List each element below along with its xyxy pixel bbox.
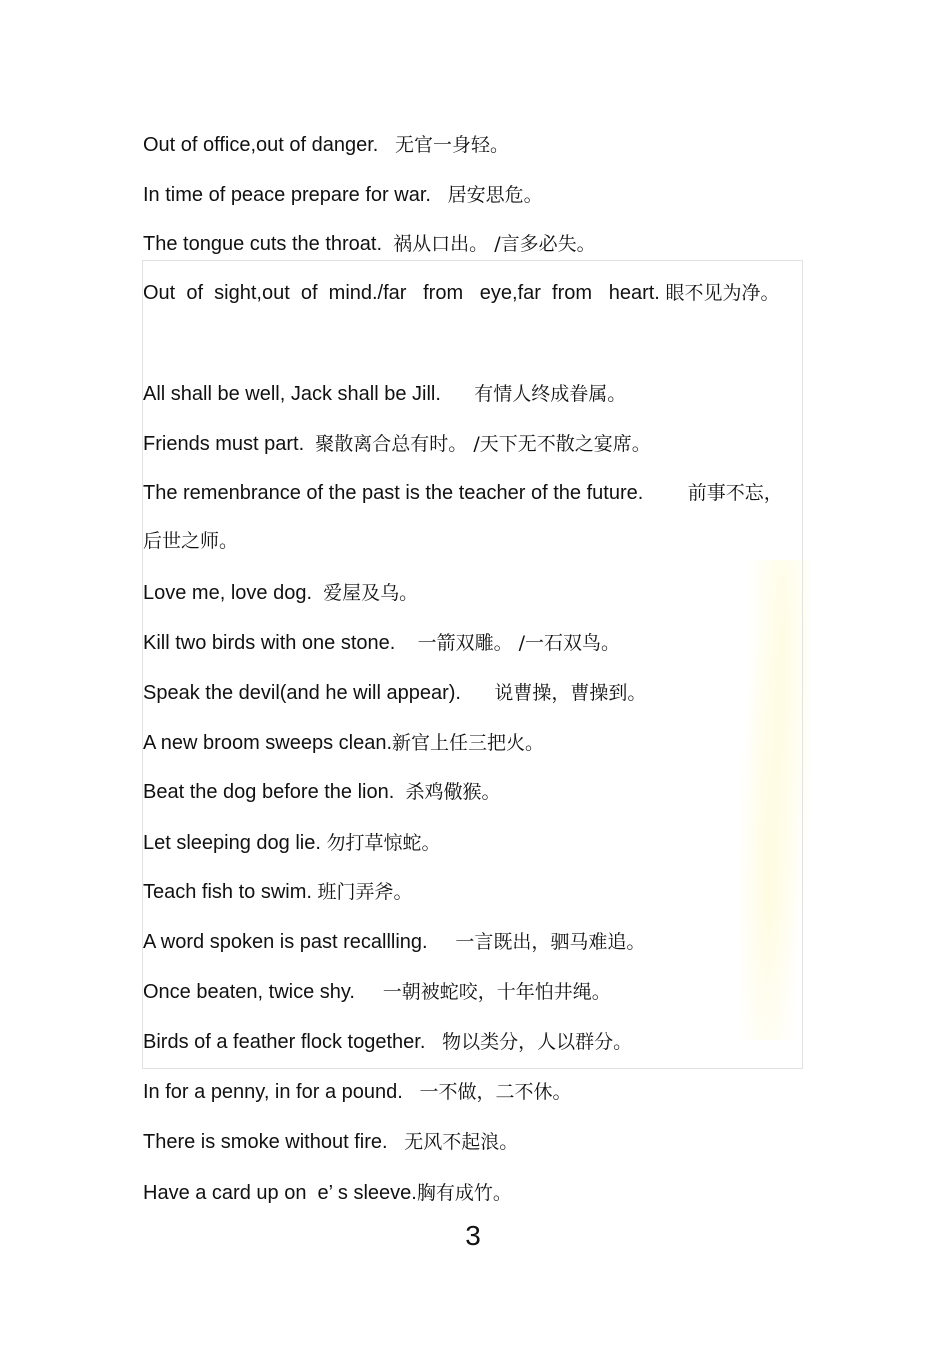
- separator: [378, 134, 395, 156]
- chinese-text: 物以类分，人以群分。: [442, 1031, 633, 1053]
- separator: [388, 1131, 405, 1153]
- chinese-text: 无官一身轻。: [395, 134, 510, 156]
- proverb-line: [143, 269, 801, 317]
- page-number: 3: [465, 1220, 481, 1251]
- proverb-line: [143, 1180, 512, 1206]
- chinese-text: 说曹操，曹操到。: [494, 682, 647, 704]
- proverb-line: [143, 630, 620, 656]
- separator: [394, 781, 405, 803]
- proverb-line: [143, 730, 544, 756]
- proverb-line: [143, 381, 626, 407]
- chinese-text: 勿打草惊蛇。: [326, 832, 441, 854]
- chinese-text: 眼不见为净。: [665, 282, 780, 304]
- proverb-line: [143, 979, 611, 1005]
- english-text: Out of office,out of danger.: [143, 134, 379, 156]
- english-text: Teach fish to swim.: [143, 881, 312, 903]
- separator: [428, 931, 456, 953]
- english-text: In for a penny, in for a pound.: [143, 1081, 403, 1103]
- english-text: Love me, love dog.: [143, 582, 312, 604]
- english-text: There is smoke without fire.: [143, 1131, 388, 1153]
- proverb-line: [143, 469, 801, 565]
- proverb-line: [143, 580, 418, 606]
- chinese-text: 居安思危。: [447, 184, 543, 206]
- chinese-text: 一言既出，驷马难追。: [455, 931, 646, 953]
- chinese-text: 一朝被蛇咬，十年怕井绳。: [382, 981, 611, 1003]
- chinese-text: 一箭双雕。 /一石双鸟。: [417, 632, 621, 654]
- chinese-text: 聚散离合总有时。 /天下无不散之宴席。: [315, 433, 651, 455]
- separator: [643, 482, 687, 504]
- proverb-line: [143, 132, 509, 158]
- separator: [312, 582, 323, 604]
- separator: [403, 1081, 420, 1103]
- chinese-text: 爱屋及乌。: [323, 582, 419, 604]
- separator: [431, 184, 448, 206]
- proverb-line: [143, 431, 651, 457]
- chinese-text: 祸从口出。 /言多必失。: [393, 233, 596, 255]
- english-text: All shall be well, Jack shall be Jill.: [143, 383, 441, 405]
- separator: [441, 383, 474, 405]
- proverb-line: [143, 929, 645, 955]
- proverb-line: [143, 1129, 518, 1155]
- english-text: Out of sight,out of mind./far from eye,far from heart.: [143, 282, 660, 304]
- separator: [425, 1031, 442, 1053]
- separator: [382, 233, 393, 255]
- proverb-line: [143, 231, 596, 257]
- separator: [395, 632, 417, 654]
- english-text: Let sleeping dog lie.: [143, 832, 321, 854]
- english-text: A word spoken is past recallling.: [143, 931, 428, 953]
- separator: [304, 433, 315, 455]
- chinese-text: 杀鸡儆猴。: [405, 781, 501, 803]
- english-text: Speak the devil(and he will appear).: [143, 682, 461, 704]
- chinese-text: 前事不忘，后世之师。: [143, 482, 783, 552]
- english-text: Beat the dog before the lion.: [143, 781, 395, 803]
- english-text: Birds of a feather flock together.: [143, 1031, 426, 1053]
- chinese-text: 一不做，二不休。: [419, 1081, 572, 1103]
- separator: [461, 682, 494, 704]
- proverb-line: [143, 182, 543, 208]
- proverb-line: [143, 1079, 572, 1105]
- english-text: Friends must part.: [143, 433, 305, 455]
- chinese-text: 新官上任三把火。: [392, 732, 545, 754]
- chinese-text: 无风不起浪。: [404, 1131, 519, 1153]
- english-text: The tongue cuts the throat.: [143, 233, 383, 255]
- chinese-text: 班门弄斧。: [317, 881, 413, 903]
- english-text: Have a card up on e’ s sleeve.: [143, 1182, 417, 1204]
- chinese-text: 胸有成竹。: [416, 1182, 512, 1204]
- english-text: Once beaten, twice shy.: [143, 981, 355, 1003]
- proverb-line: [143, 830, 441, 856]
- separator: [355, 981, 383, 1003]
- english-text: The remenbrance of the past is the teacher of the future.: [143, 482, 644, 504]
- english-text: A new broom sweeps clean.: [143, 732, 393, 754]
- english-text: In time of peace prepare for war.: [143, 184, 431, 206]
- proverb-line: [143, 879, 413, 905]
- proverb-line: [143, 1029, 632, 1055]
- chinese-text: 有情人终成眷属。: [474, 383, 627, 405]
- proverb-line: [143, 779, 500, 805]
- english-text: Kill two birds with one stone.: [143, 632, 396, 654]
- proverb-line: [143, 680, 646, 706]
